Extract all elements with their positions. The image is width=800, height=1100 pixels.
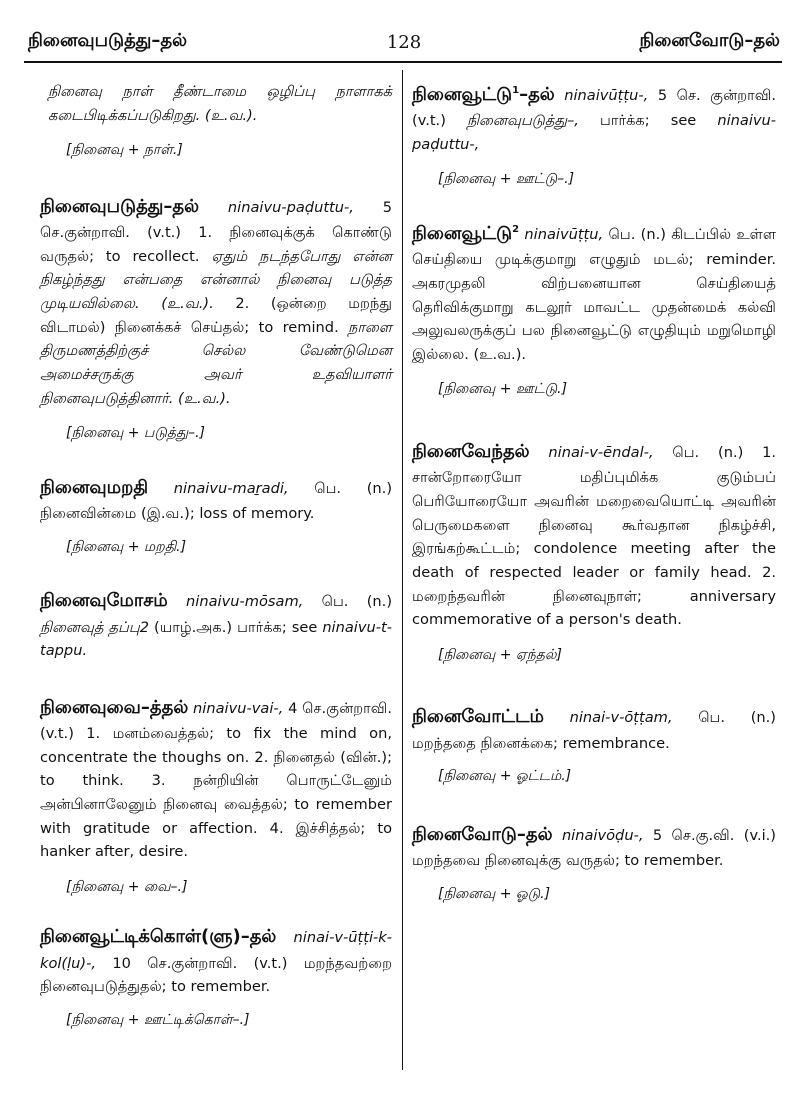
cross-reference-translit: ninaivu-paḍuttu-, [412, 112, 777, 153]
dictionary-entry [48, 80, 392, 127]
headword: நினைவுமறதி [40, 476, 149, 498]
transliteration: ninaivūṭṭu, [524, 226, 604, 244]
cross-reference: நினைவுத் தப்பு2 [40, 618, 150, 636]
headword: நினைவூட்டு$^1$–தல் [412, 84, 555, 105]
headword: நினைவுவை–த்தல் [40, 696, 189, 718]
etymology: [நினைவு + நாள்.] [66, 142, 183, 159]
definition: பெ. (n.) நினைவின்மை (இ.வ.); loss of memory. [40, 479, 393, 523]
etymology: [நினைவு + மறதி.] [66, 538, 187, 555]
usage-example: நாளை திருமணத்திற்குச் செல்ல வேண்டுமென அமைச்சருக்கு அவர் உதவியாளர் நினைவுபடுத்தினார். (உ.வ.). [40, 318, 393, 407]
etymology: [நினைவு + ஊட்டு.] [438, 381, 568, 398]
etymology: [நினைவு + ஊட்டிக்கொள்–.] [66, 1011, 250, 1028]
headword: நினைவூட்டிக்கொள்(ளு)–தல் [40, 926, 277, 948]
etymology: [நினைவு + ஏந்தல்] [438, 646, 562, 663]
page-header [28, 30, 780, 60]
etymology: [நினைவு + ஓட்டம்.] [438, 768, 572, 785]
dictionary-entry [40, 586, 392, 662]
transliteration: ninaivu-maṟadi, [173, 479, 289, 497]
dictionary-entry [412, 820, 776, 873]
right-guide-word: நினைவோடு–தல் [639, 30, 780, 51]
column-divider [402, 70, 403, 1070]
headword: நினைவோடு–தல் [412, 823, 553, 845]
headword: நினைவூட்டு$^2$ [412, 223, 520, 245]
dictionary-entry [40, 473, 392, 526]
definition: 5 செ.கு.வி. (v.i.) மறந்தவை நினைவுக்கு வருதல்; to remember. [412, 826, 776, 870]
headword: நினைவுமோசம் [40, 590, 168, 612]
transliteration: ninai-v-ēndal-, [548, 444, 654, 462]
homonym-number: 2 [512, 224, 520, 236]
transliteration: ninaivu-mōsam, [186, 593, 304, 611]
dictionary-entry [40, 192, 392, 410]
right-column [412, 80, 776, 919]
left-guide-word: நினைவுபடுத்து–தல் [28, 30, 188, 51]
headword: நினைவேந்தல் [412, 441, 530, 463]
dictionary-entry [412, 437, 776, 632]
dictionary-entry [412, 702, 776, 755]
left-column [40, 80, 392, 1046]
definition: பெ. (n.) மறந்ததை நினைக்கை; remembrance. [412, 709, 776, 752]
etymology: [நினைவு + படுத்து–.] [66, 425, 205, 442]
definition: (யாழ்.அக.) பார்க்க; see [154, 618, 318, 636]
dictionary-entry [412, 219, 776, 366]
dictionary-entry [40, 693, 392, 864]
definition: பெ. (n.) கிடப்பில் உள்ள செய்தியை முடிக்குமாறு எழுதும் மடல்; reminder. அகரமுதலி விற்பனையான செய்தியைத் தெரிவிக்குமாறு கடலூர் மாவட்ட முதன்மைக் கல்வி அலுவலருக்குப் பல நினைவூட்டு எழுதியும் மறுமொழி இல்லை. (உ.வ.). [412, 226, 777, 363]
definition: பெ. (n.) 1. சான்றோரையோ மதிப்புமிக்க குடும்பப் பெரியோரையோ அவரின் மறைவையொட்டி அவரின் பெருமைகளை நினைவு கூர்வதான நிகழ்ச்சி, இரங்கற்கூட்டம்; condolence meeting after the death of respected leader or family head. 2. மறைந்தவரின் நினைவுநாள்; anniversary commemorative of a person's death. [412, 444, 776, 629]
transliteration: ninai-v-ūṭṭi-k-kol(ḷu)-, [40, 929, 392, 972]
cross-reference: நினைவுபடுத்து–, [466, 112, 579, 130]
dictionary-entry [412, 80, 776, 156]
definition: 5 செ.குன்றாவி. (v.t.) 1. நினைவுக்குக் கொண்டு வருதல்; to recollect. [40, 198, 393, 265]
cross-reference-translit: ninaivu-t-tappu. [40, 618, 393, 660]
definition: 5 செ. குன்றாவி. (v.t.) [412, 87, 777, 130]
headword: நினைவுபடுத்து–தல் [40, 195, 200, 217]
definition: 10 செ.குன்றாவி. (v.t.) மறந்தவற்றை நினைவுபடுத்துதல்; to remember. [40, 954, 393, 996]
headword: நினைவோட்டம் [412, 706, 544, 728]
transliteration: ninaivu-vai-, [193, 699, 284, 717]
definition: 2. (ஒன்றை மறந்து விடாமல்) நினைக்கச் செய்தல்; to remind. [40, 295, 392, 336]
definition: பெ. (n.) [321, 593, 393, 611]
etymology: [நினைவு + ஓடு.] [438, 885, 551, 902]
transliteration: ninaivu-paḍuttu-, [227, 198, 354, 216]
transliteration: ninaivōḍu-, [561, 826, 644, 844]
homonym-number: 1 [512, 85, 520, 96]
transliteration: ninaivūṭṭu-, [564, 87, 649, 104]
usage-example: ஏதும் நடந்தபோது என்ன நிகழ்ந்தது என்பதை என்னால் நினைவு படுத்த முடியவில்லை. (உ.வ.). [40, 247, 393, 313]
transliteration: ninai-v-ōṭṭam, [569, 709, 673, 727]
definition: 4 செ.குன்றாவி. (v.t.) 1. மனம்வைத்தல்; to fix the mind on, concentrate the thoughs on. 2. நினைதல் (வின்.); to think. 3. நன்றியின் பொருட்டேனும் அன்பினாலேனும் நினைவு வைத்தல்; to remember with gratitude or affection. 4. இச்சித்தல்; to hanker after, desire. [40, 699, 393, 861]
header-rule [24, 61, 782, 63]
continued-example: நினைவு நாள் தீண்டாமை ஒழிப்பு நாளாகக் கடைபிடிக்கப்படுகிறது. (உ.வ.). [48, 83, 392, 124]
etymology: [நினைவு + வை–.] [66, 878, 188, 895]
page-number: 128 [386, 32, 422, 53]
dictionary-entry [40, 922, 392, 998]
etymology: [நினைவு + ஊட்டு–.] [438, 171, 575, 188]
definition: பார்க்க; see [599, 112, 697, 130]
